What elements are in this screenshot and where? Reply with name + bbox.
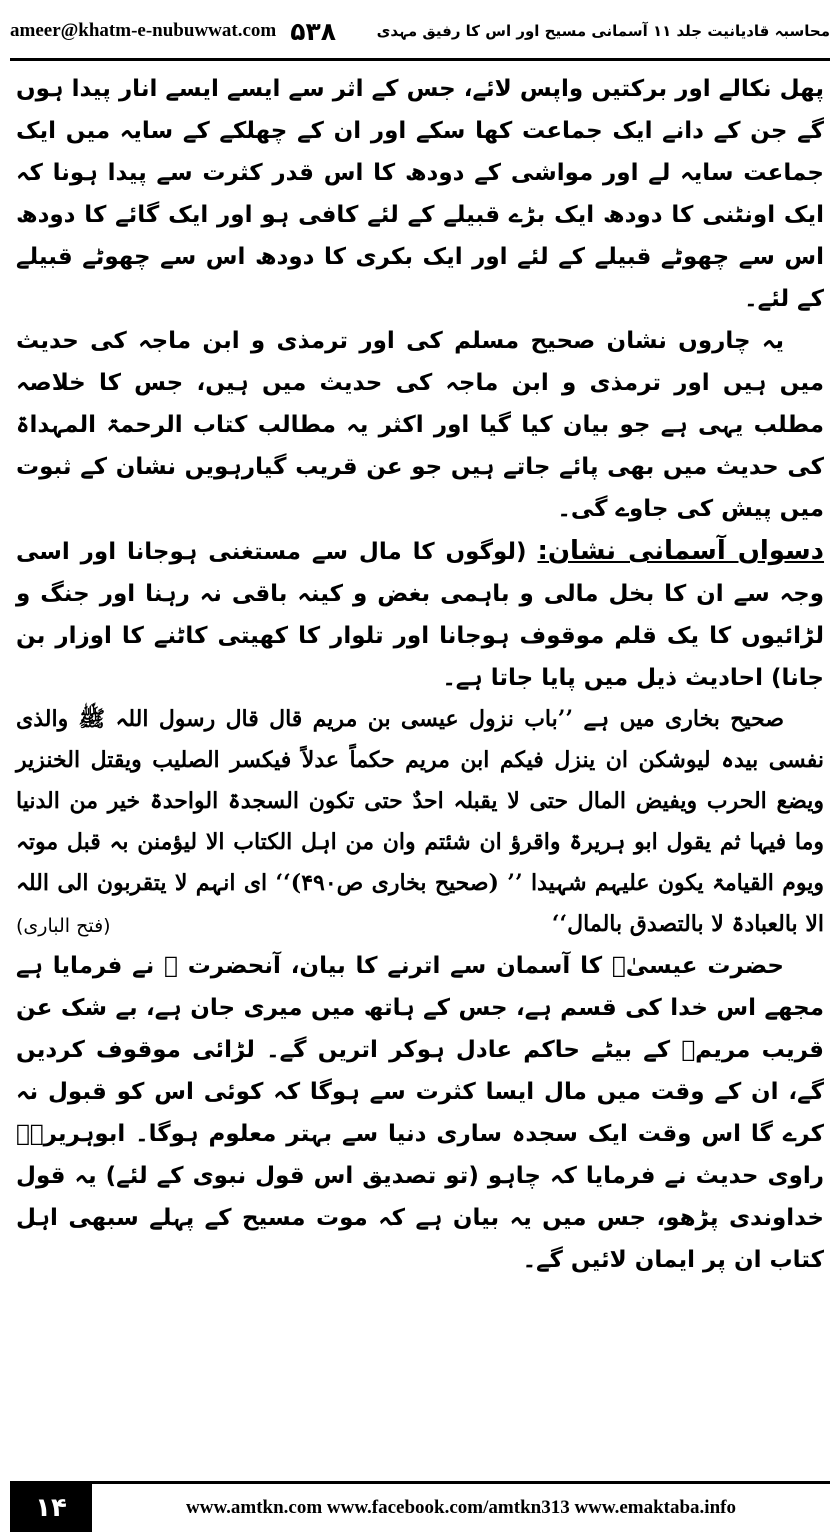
tenth-sign-text: (لوگوں کا مال سے مستغنی ہوجانا اور اسی وجہ سے ان کا بخل مالی و باہمی بغض و کینہ باقی نہ رہنا اور جنگ و لڑائیوں کا یک قلم موقوف ہوجانا اور تلوار کا کھیتی کاٹنے کا اوزار بن جانا) احادیث ذیل میں پایا جاتا ہے۔: [16, 539, 824, 691]
paragraph-four-signs: یہ چاروں نشان صحیح مسلم کی اور ترمذی و ابن ماجہ کی حدیث میں ہیں اور ترمذی و ابن ماجہ کی حدیث میں ہیں، جس کا خلاصہ مطلب یہی ہے جو بیان کیا گیا اور اکثر یہ مطالب کتاب الرحمۃ المہداۃ کی حدیث میں بھی پائے جاتے ہیں جو عن قریب گیارہویں نشان کے ثبوت میں پیش کی جاوے گی۔: [16, 328, 824, 522]
header-rule: [10, 58, 830, 61]
header-page-number: ۵۳۸: [290, 16, 337, 46]
paragraph-hadith-bukhari: [16, 699, 824, 945]
page-header: [10, 6, 830, 56]
footer-folio: ۱۴: [10, 1484, 92, 1532]
header-book-title: محاسبہ قادیانیت جلد ۱۱ آسمانی مسیح اور اس کا رفیق مہدی: [376, 22, 830, 40]
hadith-arabic: باب نزول عیسی بن مریم قال قال رسول اللہ ﷺ والذی نفسی بیدہ لیوشکن ان ینزل فیکم ابن مریم حکماً عدلاً فیکسر الصلیب ویقتل الخنزیر ویضع الحرب ویفیض المال حتی لا یقبلہ احدٌ حتی تکون السجدۃ الواحدۃ خیر من الدنیا وما فیہا ثم یقول ابو ہریرۃ واقرؤ ان شئتم وان من اہل الکتاب الا لیؤمنن بہ قبل موتہ ویوم القیامۃ یکون علیہم شہیدا ’’ (صحیح بخاری ص۴۹۰)‘‘ ای انہم لا یتقربون الی اللہ الا بالعبادۃ لا بالتصدق بالمال‘‘: [16, 706, 824, 937]
paragraph-tenth-sign: [16, 530, 824, 699]
section-heading: دسواں آسمانی نشان:: [537, 536, 825, 566]
footer-links[interactable]: www.amtkn.com www.facebook.com/amtkn313 www.emaktaba.info: [186, 1497, 736, 1518]
hadith-intro: صحیح بخاری میں ہے ’’: [557, 706, 784, 732]
header-email[interactable]: ameer@khatm-e-nubuwwat.com: [10, 20, 277, 41]
paragraph-pomegranate: پھل نکالے اور برکتیں واپس لائے، جس کے اثر سے ایسے ایسے انار پیدا ہوں گے جن کے دانے ایک جماعت کھا سکے اور ان کے چھلکے کے سایہ میں ایک جماعت سایہ لے اور مواشی کے دودھ کا اس قدر کثرت سے پیدا ہونا کہ ایک اونٹنی کا دودھ ایک بڑے قبیلے کے لئے کافی ہو اور ایک گائے کا دودھ اس سے چھوٹے قبیلے کے لئے اور ایک بکری کا دودھ اس سے چھوٹے قبیلے کے لئے۔: [16, 76, 824, 312]
paragraph-translation: حضرت عیسیٰؑ کا آسمان سے اترنے کا بیان، آنحضرت ﷺ نے فرمایا ہے مجھے اس خدا کی قسم ہے، جس کے ہاتھ میں میری جان ہے، بے شک عن قریب مریمؑ کے بیٹے حاکم عادل ہوکر اتریں گے۔ لڑائی موقوف کردیں گے، ان کے وقت میں مال ایسا کثرت سے ہوگا کہ کوئی اس کو قبول نہ کرے گا اس وقت ایک سجدہ ساری دنیا سے بہتر معلوم ہوگا۔ ابوہریرہؓ راوی حدیث نے فرمایا کہ چاہو (تو تصدیق اس قول نبوی کے لئے) یہ قول خداوندی پڑھو، جس میں یہ بیان ہے کہ موت مسیح کے پہلے سبھی اہل کتاب ان پر ایمان لائیں گے۔: [16, 953, 824, 1273]
page-footer: [10, 1481, 830, 1532]
page-body: [16, 68, 824, 1448]
citation-fath-al-bari: (فتح الباری): [16, 915, 111, 937]
